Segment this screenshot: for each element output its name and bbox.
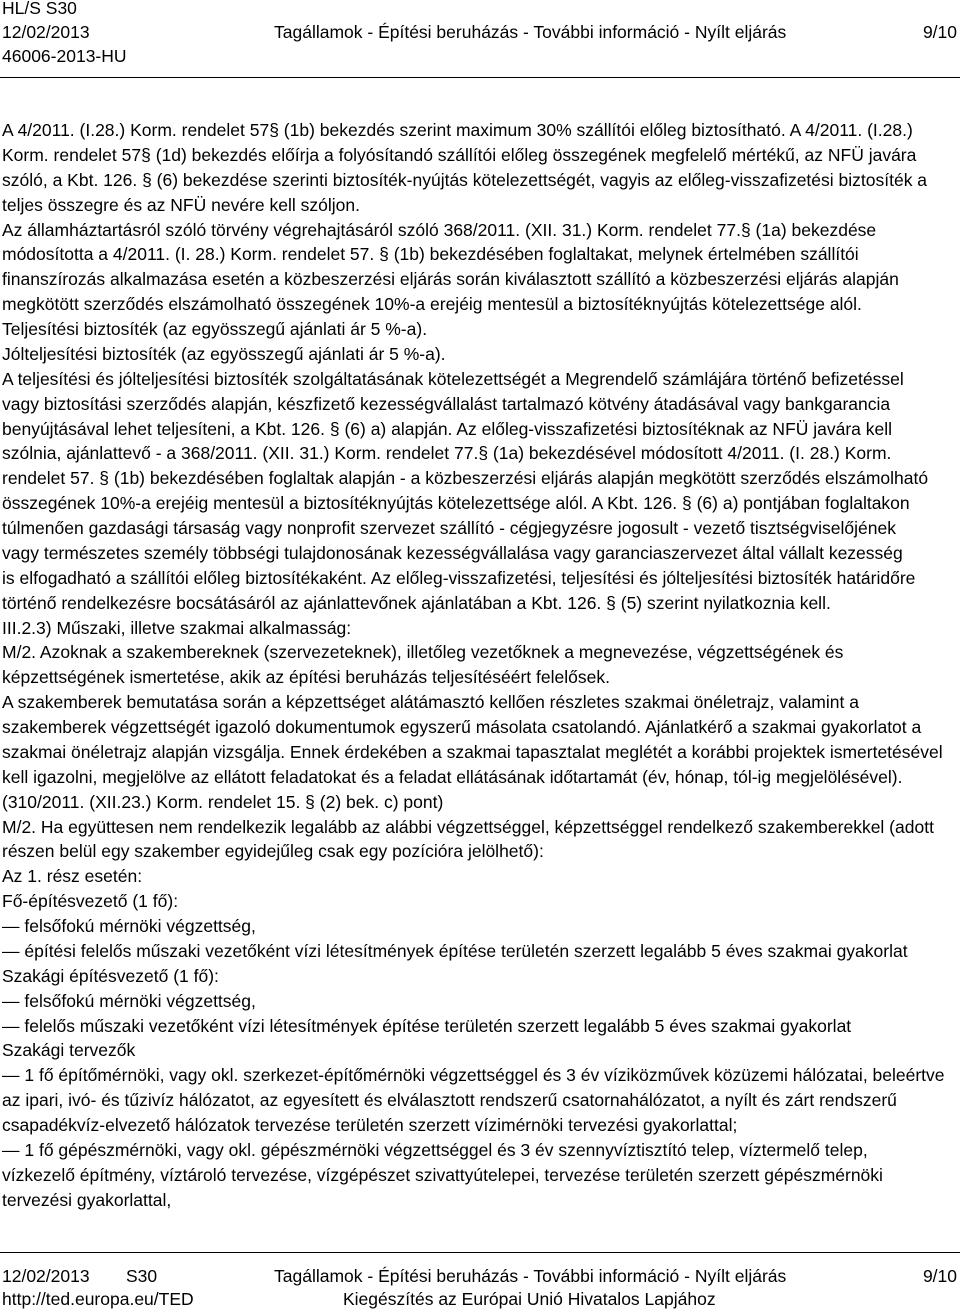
body-text-line: Fő-építésvezető (1 fő): bbox=[2, 891, 179, 912]
body-text-line: is elfogadható a szállítói előleg biztosítékaként. Az előleg-visszafizetési, teljesítési és jólteljesítési biztosíték határidőre bbox=[2, 567, 916, 588]
body-text-line: képzettségének ismertetése, akik az építési beruházás teljesítéséért felelősek. bbox=[2, 667, 610, 688]
body-text-line: megkötött szerződés elszámolható összegének 10%-a erejéig mentesül a biztosítéknyújtás kötelezettsége alól. bbox=[2, 294, 862, 315]
body-text-line: Az 1. rész esetén: bbox=[2, 866, 143, 887]
body-text-line: A 4/2011. (I.28.) Korm. rendelet 57§ (1b) bekezdés szerint maximum 30% szállítói előleg biztosítható. A 4/2011. (I.28.) bbox=[2, 120, 913, 140]
body-text-line: — 1 fő építőmérnöki, vagy okl. szerkezet-építőmérnöki végzettséggel és 3 év víziközművek közüzemi hálózatai, beleértve bbox=[2, 1065, 945, 1086]
body-text-line: rendelet 57. § (1b) bekezdésében foglaltak alapján - a közbeszerzési eljárás alapján megkötött szerződés elszámolható bbox=[2, 468, 929, 489]
body-text-line: M/2. Azoknak a szakembereknek (szervezeteknek), illetőleg vezetőknek a megnevezése, végzettségének és bbox=[2, 642, 844, 663]
body-text-line: teljes összegre és az NFÜ nevére kell szóljon. bbox=[2, 194, 360, 215]
body-text-line: Az államháztartásról szóló törvény végrehajtásáról szóló 368/2011. (XII. 31.) Korm. rendelet 77.§ (1a) bekezdése bbox=[2, 219, 877, 240]
footer-series: S30 bbox=[126, 1266, 158, 1286]
body-text-line: (310/2011. (XII.23.) Korm. rendelet 15. § (2) bek. c) pont) bbox=[2, 791, 444, 812]
body-text-line: szólnia, ajánlattevő - a 368/2011. (XII. 31.) Korm. rendelet 77.§ (1a) bekezdésével módosított 4/2011. (I. 28.) Korm. bbox=[2, 443, 892, 464]
header-divider bbox=[0, 77, 960, 78]
body-text-line: csapadékvíz-elvezető hálózatok tervezése területén szerzett vízimérnöki tervezési gyakorlattal; bbox=[2, 1115, 738, 1135]
document-body bbox=[2, 118, 958, 1213]
body-text-line: vagy természetes személy többségi tulajdonosának kezességvállalása vagy garanciaszervezet által vállalt kezesség bbox=[2, 542, 903, 563]
body-text-line: szakemberek végzettségét igazoló dokumentumok egyszerű másolata csatolandó. Ajánlatkérő a szakmai gyakorlatot a bbox=[2, 717, 922, 737]
body-text-line: Szakági építésvezető (1 fő): bbox=[2, 965, 219, 986]
footer-page-number: 9/10 bbox=[922, 1266, 957, 1286]
notice-id: 46006-2013-HU bbox=[2, 46, 127, 66]
header-page-number: 9/10 bbox=[922, 22, 957, 42]
body-text-line: — felsőfokú mérnöki végzettség, bbox=[2, 916, 256, 936]
body-text-line: szakmai önéletrajz alapján vizsgálja. Ennek érdekében a szakmai tapasztalat meglétét a korábbi projektek ismertetésével bbox=[2, 741, 943, 762]
footer-date: 12/02/2013 bbox=[2, 1266, 90, 1286]
header-date: 12/02/2013 bbox=[2, 22, 90, 42]
body-text-line: Teljesítési biztosíték (az egyösszegű ajánlati ár 5 %-a). bbox=[2, 319, 428, 339]
body-text-line: A szakemberek bemutatása során a képzettséget alátámasztó kellően részletes szakmai önéletrajz, valamint a bbox=[2, 692, 859, 713]
body-text-line: módosította a 4/2011. (I. 28.) Korm. rendelet 57. § (1b) bekezdésében foglaltakat, melynek értelmében szállítói bbox=[2, 244, 859, 265]
body-text-line: finanszírozás alkalmazása esetén a közbeszerzési eljárás során kiválasztott szállító a közbeszerzési eljárás alapján bbox=[2, 269, 899, 290]
body-text-line: az ipari, ivó- és tűzivíz hálózatot, az egyesített és elválasztott rendszerű csatornahálózatot, a nyílt és zárt rendszerű bbox=[2, 1090, 897, 1111]
body-text-line: — 1 fő gépészmérnöki, vagy okl. gépészmérnöki végzettséggel és 3 év szennyvíztisztító telep, víztermelő telep, bbox=[2, 1139, 868, 1160]
body-text-line: vízkezelő építmény, víztároló tervezése, vízgépészet szivattyútelepei, tervezése területén szerzett gépészmérnöki bbox=[2, 1164, 883, 1185]
body-text-line: tervezési gyakorlattal, bbox=[2, 1189, 172, 1210]
body-text-line: vagy biztosítási szerződés alapján, készfizető kezességvállalást tartalmazó kötvény átadásával vagy bankgarancia bbox=[2, 393, 891, 414]
body-text-line: Korm. rendelet 57§ (1d) bekezdés előírja a folyósítandó szállítói előleg összegének megfelelő mértékű, az NFÜ javára bbox=[2, 144, 917, 165]
footer-publication: Kiegészítés az Európai Unió Hivatalos Lapjához bbox=[343, 1289, 716, 1309]
footer-url: http://ted.europa.eu/TED bbox=[2, 1289, 194, 1309]
body-text-line: kell igazolni, megjelölve az ellátott feladatokat és a feladat ellátásának időtartamát (év, hónap, tól-ig megjelölésével). bbox=[2, 766, 903, 787]
footer-divider bbox=[0, 1252, 960, 1253]
body-text-line: szóló, a Kbt. 126. § (6) bekezdése szerinti biztosíték-nyújtás kötelezettségét, vagyis az előleg-visszafizetési biztosíték a bbox=[2, 169, 928, 190]
footer-title: Tagállamok - Építési beruházás - További információ - Nyílt eljárás bbox=[274, 1266, 787, 1286]
body-text-line: összegének 10%-a erejéig mentesül a biztosítéknyújtás kötelezettsége alól. A Kbt. 126. § (6) a) pontjában foglaltakon bbox=[2, 493, 910, 514]
body-text-line: Szakági tervezők bbox=[2, 1040, 136, 1061]
body-text-line: benyújtásával lehet teljesíteni, a Kbt. 126. § (6) a) alapján. Az előleg-visszafizetési biztosítéknak az NFÜ javára kell bbox=[2, 418, 893, 439]
body-text-line: részen belül egy szakember egyidejűleg csak egy pozícióra jelölhető): bbox=[2, 841, 544, 862]
body-text-line: — felelős műszaki vezetőként vízi létesítmények építése területén szerzett legalább 5 éves szakmai gyakorlat bbox=[2, 1015, 852, 1036]
body-text-line: — építési felelős műszaki vezetőként vízi létesítmények építése területén szerzett legalább 5 éves szakmai gyakorlat bbox=[2, 940, 908, 961]
header-title: Tagállamok - Építési beruházás - További információ - Nyílt eljárás bbox=[274, 22, 787, 42]
body-text-line: M/2. Ha együttesen nem rendelkezik legalább az alábbi végzettséggel, képzettséggel rendelkező szakemberekkel (adott bbox=[2, 816, 934, 837]
journal-reference: HL/S S30 bbox=[2, 0, 77, 18]
body-text-line: III.2.3) Műszaki, illetve szakmai alkalmasság: bbox=[2, 617, 352, 638]
body-text-line: A teljesítési és jólteljesítési biztosíték szolgáltatásának kötelezettségét a Megrendelő számlájára történő befizetéssel bbox=[2, 368, 904, 389]
body-text-line: túlmenően gazdasági társaság vagy nonprofit szervezet szállító - cégjegyzésre jogosult - vezető tisztségviselőjének bbox=[2, 518, 896, 538]
body-text-line: történő rendelkezésre bocsátásáról az ajánlattevőnek ajánlatában a Kbt. 126. § (5) szerint nyilatkoznia kell. bbox=[2, 592, 831, 613]
body-text-line: — felsőfokú mérnöki végzettség, bbox=[2, 990, 256, 1011]
body-text-line: Jólteljesítési biztosíték (az egyösszegű ajánlati ár 5 %-a). bbox=[2, 343, 446, 364]
